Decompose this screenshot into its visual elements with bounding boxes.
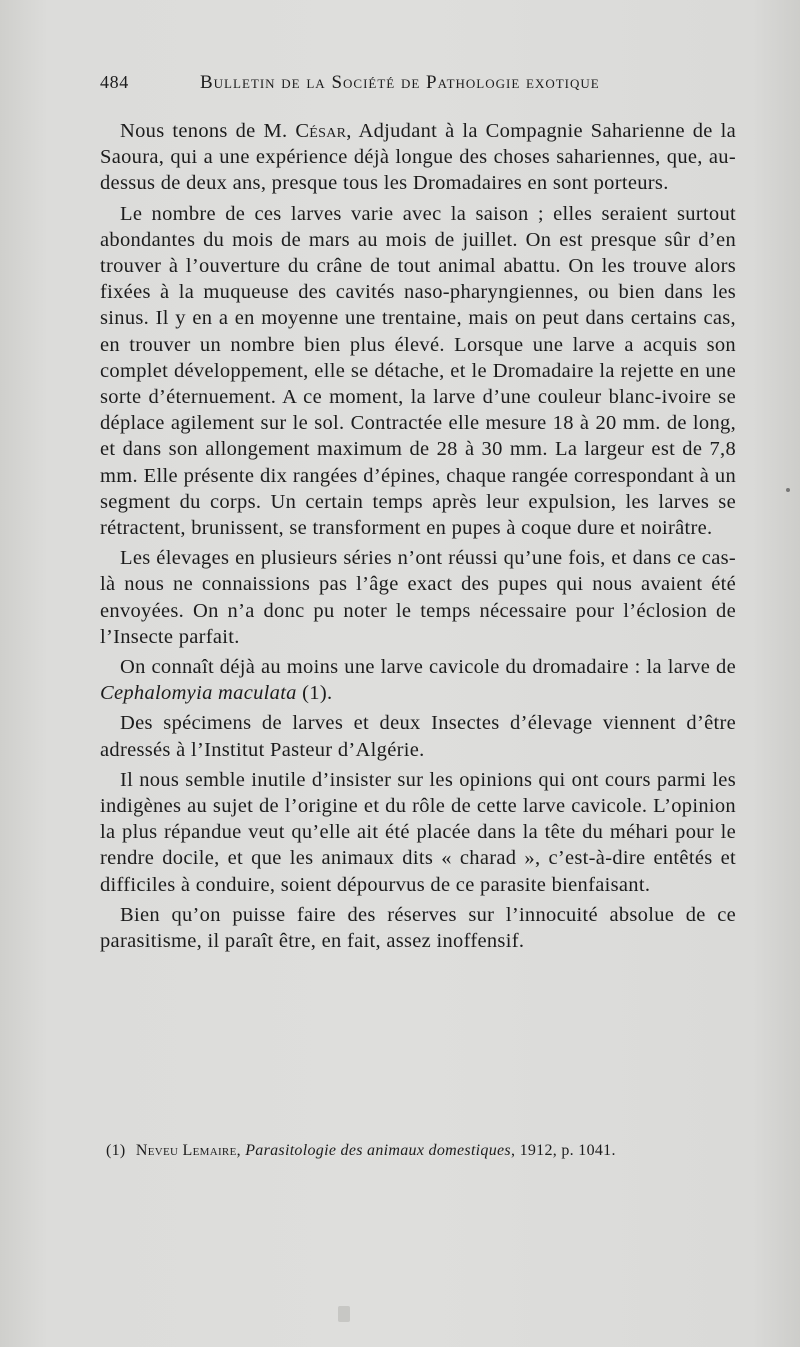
paragraph-3: Les élevages en plusieurs séries n’ont réussi qu’une fois, et dans ce cas-là nous ne connaissions pas l’âge exact des pupes qui nous avaient été envoyées. On n’a donc pu noter le temps nécessaire pour l’éclosion de l’Insecte parfait. xyxy=(100,547,736,648)
paragraph-1-start: Nous tenons de M. xyxy=(120,120,296,142)
footnote-title: Parasitologie des animaux domestiques xyxy=(245,1142,511,1159)
margin-dot xyxy=(786,488,790,492)
footnote-mark: (1) xyxy=(106,1142,126,1159)
paragraph-6: Il nous semble inutile d’insister sur les opinions qui ont cours parmi les indigènes au sujet de l’origine et du rôle de cette larve cavicole. L’opinion la plus répandue veut qu’elle ait été placée dans la tête du méhari pour le rendre docile, et que les animaux dits « charad », c’est-à-dire entêtés et difficiles à conduire, soient dépourvus de ce parasite bienfaisant. xyxy=(100,768,736,896)
footnote-reference: (1). xyxy=(296,682,333,705)
paragraph-2: Le nombre de ces larves varie avec la saison ; elles seraient surtout abondantes du mois de mars au mois de juillet. On est presque sûr d’en trouver à l’ouverture du crâne de tout animal abattu. On les trouve alors fixées à la muqueuse des cavités naso-pharyngiennes, ou bien dans les sinus. Il y en a en moyenne une trentaine, mais on peut dans certains cas, en trouver un nombre bien plus élevé. Lorsque une larve a acquis son complet développement, elle se détache, et le Dromadaire la rejette en une sorte d’éternuement. A ce moment, la larve d’une couleur blanc-ivoire se déplace agilement sur le sol. Contractée elle mesure 18 à 20 mm. de long, et dans son allongement maximum de 28 à 30 mm. La largeur est de 7,8 mm. Elle présente dix rangées d’épines, chaque rangée correspondant à un segment du corps. Un certain temps après leur expulsion, les larves se rétractent, brunissent, se transforment en pupes à coque dure et noirâtre. xyxy=(100,202,736,540)
paragraph-4-start: On connaît déjà au moins une larve cavicole du dromadaire : la larve de xyxy=(120,656,736,679)
paragraph-1-end: , Adjudant à la Compagnie Saharienne de la Saoura, qui a une expérience déjà longue des choses sahariennes, que, au-dessus de deux ans, presque tous les Dromadaires en sont porteurs. xyxy=(100,120,736,195)
page-header xyxy=(100,72,670,94)
page-number: 484 xyxy=(100,72,129,92)
paragraph-1 xyxy=(100,118,736,197)
paragraph-5: Des spécimens de larves et deux Insectes d’élevage viennent d’être adressés à l’Institut Pasteur d’Algérie. xyxy=(100,712,736,761)
person-name: César xyxy=(295,120,347,142)
paragraph-4 xyxy=(100,654,736,706)
footnote-citation: , 1912, p. 1041. xyxy=(510,1142,616,1159)
paper-stain xyxy=(338,1306,350,1322)
body-text xyxy=(100,118,736,958)
running-head: Bulletin de la Société de Pathologie exotique xyxy=(200,72,600,93)
paragraph-7: Bien qu’on puisse faire des réserves sur l’innocuité absolue de ce parasitisme, il paraît être, en fait, assez inoffensif. xyxy=(100,903,736,953)
footnote xyxy=(106,1142,736,1160)
species-name: Cephalomyia maculata xyxy=(100,682,297,705)
footnote-author: Neveu Lemaire, xyxy=(135,1142,241,1159)
